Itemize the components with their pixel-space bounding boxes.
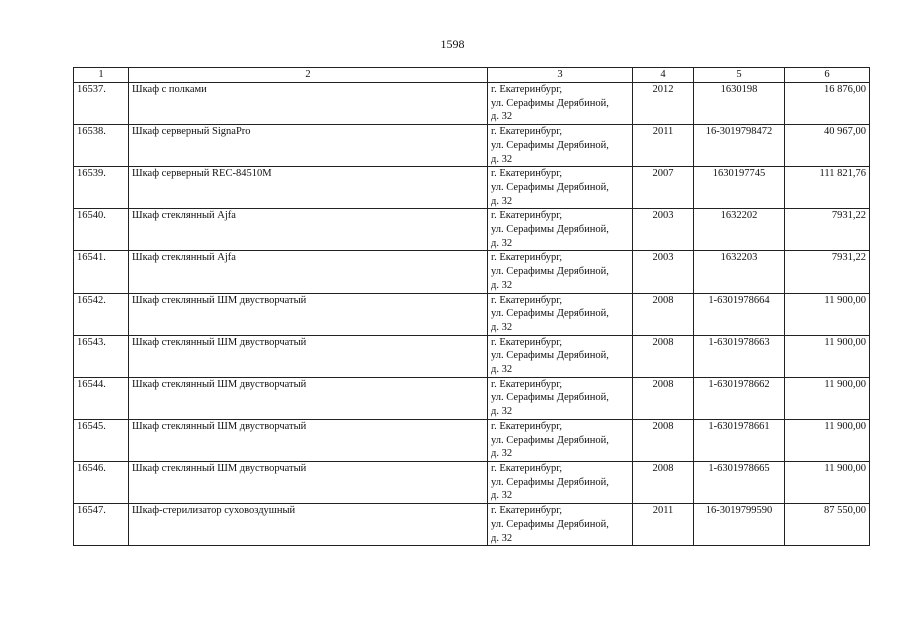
address-cell	[488, 83, 633, 125]
address-line: г. Екатеринбург,	[491, 336, 563, 348]
cost-cell: 7931,22	[785, 209, 870, 251]
address-line: д. 32	[491, 153, 513, 165]
address-line: ул. Серафимы Дерябиной,	[491, 181, 609, 193]
year-cell: 2007	[633, 167, 694, 209]
row-number-cell: 16538.	[74, 125, 129, 167]
row-number-cell: 16546.	[74, 461, 129, 503]
table-row	[74, 251, 870, 293]
table-row	[74, 419, 870, 461]
inventory-number-cell: 1630197745	[694, 167, 785, 209]
address-line: д. 32	[491, 111, 513, 123]
table-row	[74, 167, 870, 209]
inventory-number-cell: 1632202	[694, 209, 785, 251]
cost-cell: 11 900,00	[785, 335, 870, 377]
inventory-number-cell: 1-6301978663	[694, 335, 785, 377]
year-cell: 2008	[633, 461, 694, 503]
address-line: ул. Серафимы Дерябиной,	[491, 139, 609, 151]
address-line: г. Екатеринбург,	[491, 462, 563, 474]
inventory-number-cell: 16-3019799590	[694, 504, 785, 546]
row-number-cell: 16543.	[74, 335, 129, 377]
row-number-cell: 16541.	[74, 251, 129, 293]
table-row	[74, 504, 870, 546]
address-line: ул. Серафимы Дерябиной,	[491, 308, 609, 320]
inventory-number-cell: 16-3019798472	[694, 125, 785, 167]
address-line: г. Екатеринбург,	[491, 294, 563, 306]
address-cell	[488, 251, 633, 293]
address-line: г. Екатеринбург,	[491, 252, 563, 264]
year-cell: 2012	[633, 83, 694, 125]
year-cell: 2008	[633, 419, 694, 461]
address-cell	[488, 125, 633, 167]
address-cell	[488, 377, 633, 419]
table-body	[74, 83, 870, 546]
row-number-cell: 16540.	[74, 209, 129, 251]
address-cell	[488, 461, 633, 503]
inventory-number-cell: 1-6301978662	[694, 377, 785, 419]
item-name-cell: Шкаф стеклянный Ajfa	[129, 251, 488, 293]
cost-cell: 87 550,00	[785, 504, 870, 546]
column-header: 3	[488, 68, 633, 83]
year-cell: 2008	[633, 335, 694, 377]
address-line: г. Екатеринбург,	[491, 420, 563, 432]
year-cell: 2003	[633, 209, 694, 251]
year-cell: 2011	[633, 125, 694, 167]
table-row	[74, 461, 870, 503]
row-number-cell: 16542.	[74, 293, 129, 335]
item-name-cell: Шкаф стеклянный ШМ двустворчатый	[129, 293, 488, 335]
address-cell	[488, 209, 633, 251]
table-row	[74, 209, 870, 251]
inventory-number-cell: 1-6301978664	[694, 293, 785, 335]
item-name-cell: Шкаф серверный REC-84510M	[129, 167, 488, 209]
table-row	[74, 125, 870, 167]
cost-cell: 11 900,00	[785, 377, 870, 419]
address-line: г. Екатеринбург,	[491, 210, 563, 222]
year-cell: 2011	[633, 504, 694, 546]
address-line: ул. Серафимы Дерябиной,	[491, 518, 609, 530]
column-header: 6	[785, 68, 870, 83]
item-name-cell: Шкаф с полками	[129, 83, 488, 125]
address-line: д. 32	[491, 237, 513, 249]
table-row	[74, 293, 870, 335]
row-number-cell: 16544.	[74, 377, 129, 419]
year-cell: 2008	[633, 293, 694, 335]
address-line: г. Екатеринбург,	[491, 84, 563, 95]
column-header: 1	[74, 68, 129, 83]
table-row	[74, 377, 870, 419]
table-header-row	[74, 68, 870, 83]
column-header: 4	[633, 68, 694, 83]
cost-cell: 11 900,00	[785, 419, 870, 461]
address-line: д. 32	[491, 321, 513, 333]
address-cell	[488, 335, 633, 377]
table-row	[74, 83, 870, 125]
address-line: д. 32	[491, 406, 513, 418]
address-cell	[488, 419, 633, 461]
cost-cell: 11 900,00	[785, 461, 870, 503]
item-name-cell: Шкаф стеклянный ШМ двустворчатый	[129, 419, 488, 461]
cost-cell: 11 900,00	[785, 293, 870, 335]
address-line: д. 32	[491, 279, 513, 291]
row-number-cell: 16547.	[74, 504, 129, 546]
address-cell	[488, 293, 633, 335]
item-name-cell: Шкаф стеклянный Ajfa	[129, 209, 488, 251]
address-line: ул. Серафимы Дерябиной,	[491, 266, 609, 278]
address-line: г. Екатеринбург,	[491, 126, 563, 138]
item-name-cell: Шкаф стеклянный ШМ двустворчатый	[129, 461, 488, 503]
inventory-number-cell: 1632203	[694, 251, 785, 293]
item-name-cell: Шкаф серверный SignaPro	[129, 125, 488, 167]
address-line: д. 32	[491, 490, 513, 502]
cost-cell: 111 821,76	[785, 167, 870, 209]
year-cell: 2008	[633, 377, 694, 419]
address-line: ул. Серафимы Дерябиной,	[491, 97, 609, 109]
item-name-cell: Шкаф стеклянный ШМ двустворчатый	[129, 335, 488, 377]
page-number: 1598	[440, 37, 465, 51]
address-cell	[488, 167, 633, 209]
address-cell	[488, 504, 633, 546]
row-number-cell: 16545.	[74, 419, 129, 461]
column-header: 5	[694, 68, 785, 83]
inventory-number-cell: 1-6301978661	[694, 419, 785, 461]
address-line: д. 32	[491, 195, 513, 207]
property-table	[73, 67, 870, 546]
cost-cell: 40 967,00	[785, 125, 870, 167]
address-line: ул. Серафимы Дерябиной,	[491, 476, 609, 488]
address-line: г. Екатеринбург,	[491, 168, 563, 180]
inventory-number-cell: 1-6301978665	[694, 461, 785, 503]
year-cell: 2003	[633, 251, 694, 293]
item-name-cell: Шкаф стеклянный ШМ двустворчатый	[129, 377, 488, 419]
table-row	[74, 335, 870, 377]
inventory-number-cell: 1630198	[694, 83, 785, 125]
item-name-cell: Шкаф-стерилизатор суховоздушный	[129, 504, 488, 546]
address-line: д. 32	[491, 532, 513, 544]
row-number-cell: 16537.	[74, 83, 129, 125]
address-line: ул. Серафимы Дерябиной,	[491, 392, 609, 404]
cost-cell: 16 876,00	[785, 83, 870, 125]
address-line: д. 32	[491, 364, 513, 376]
address-line: ул. Серафимы Дерябиной,	[491, 434, 609, 446]
cost-cell: 7931,22	[785, 251, 870, 293]
address-line: д. 32	[491, 448, 513, 460]
address-line: ул. Серафимы Дерябиной,	[491, 350, 609, 362]
column-header: 2	[129, 68, 488, 83]
address-line: г. Екатеринбург,	[491, 505, 563, 517]
address-line: г. Екатеринбург,	[491, 378, 563, 390]
address-line: ул. Серафимы Дерябиной,	[491, 224, 609, 236]
row-number-cell: 16539.	[74, 167, 129, 209]
